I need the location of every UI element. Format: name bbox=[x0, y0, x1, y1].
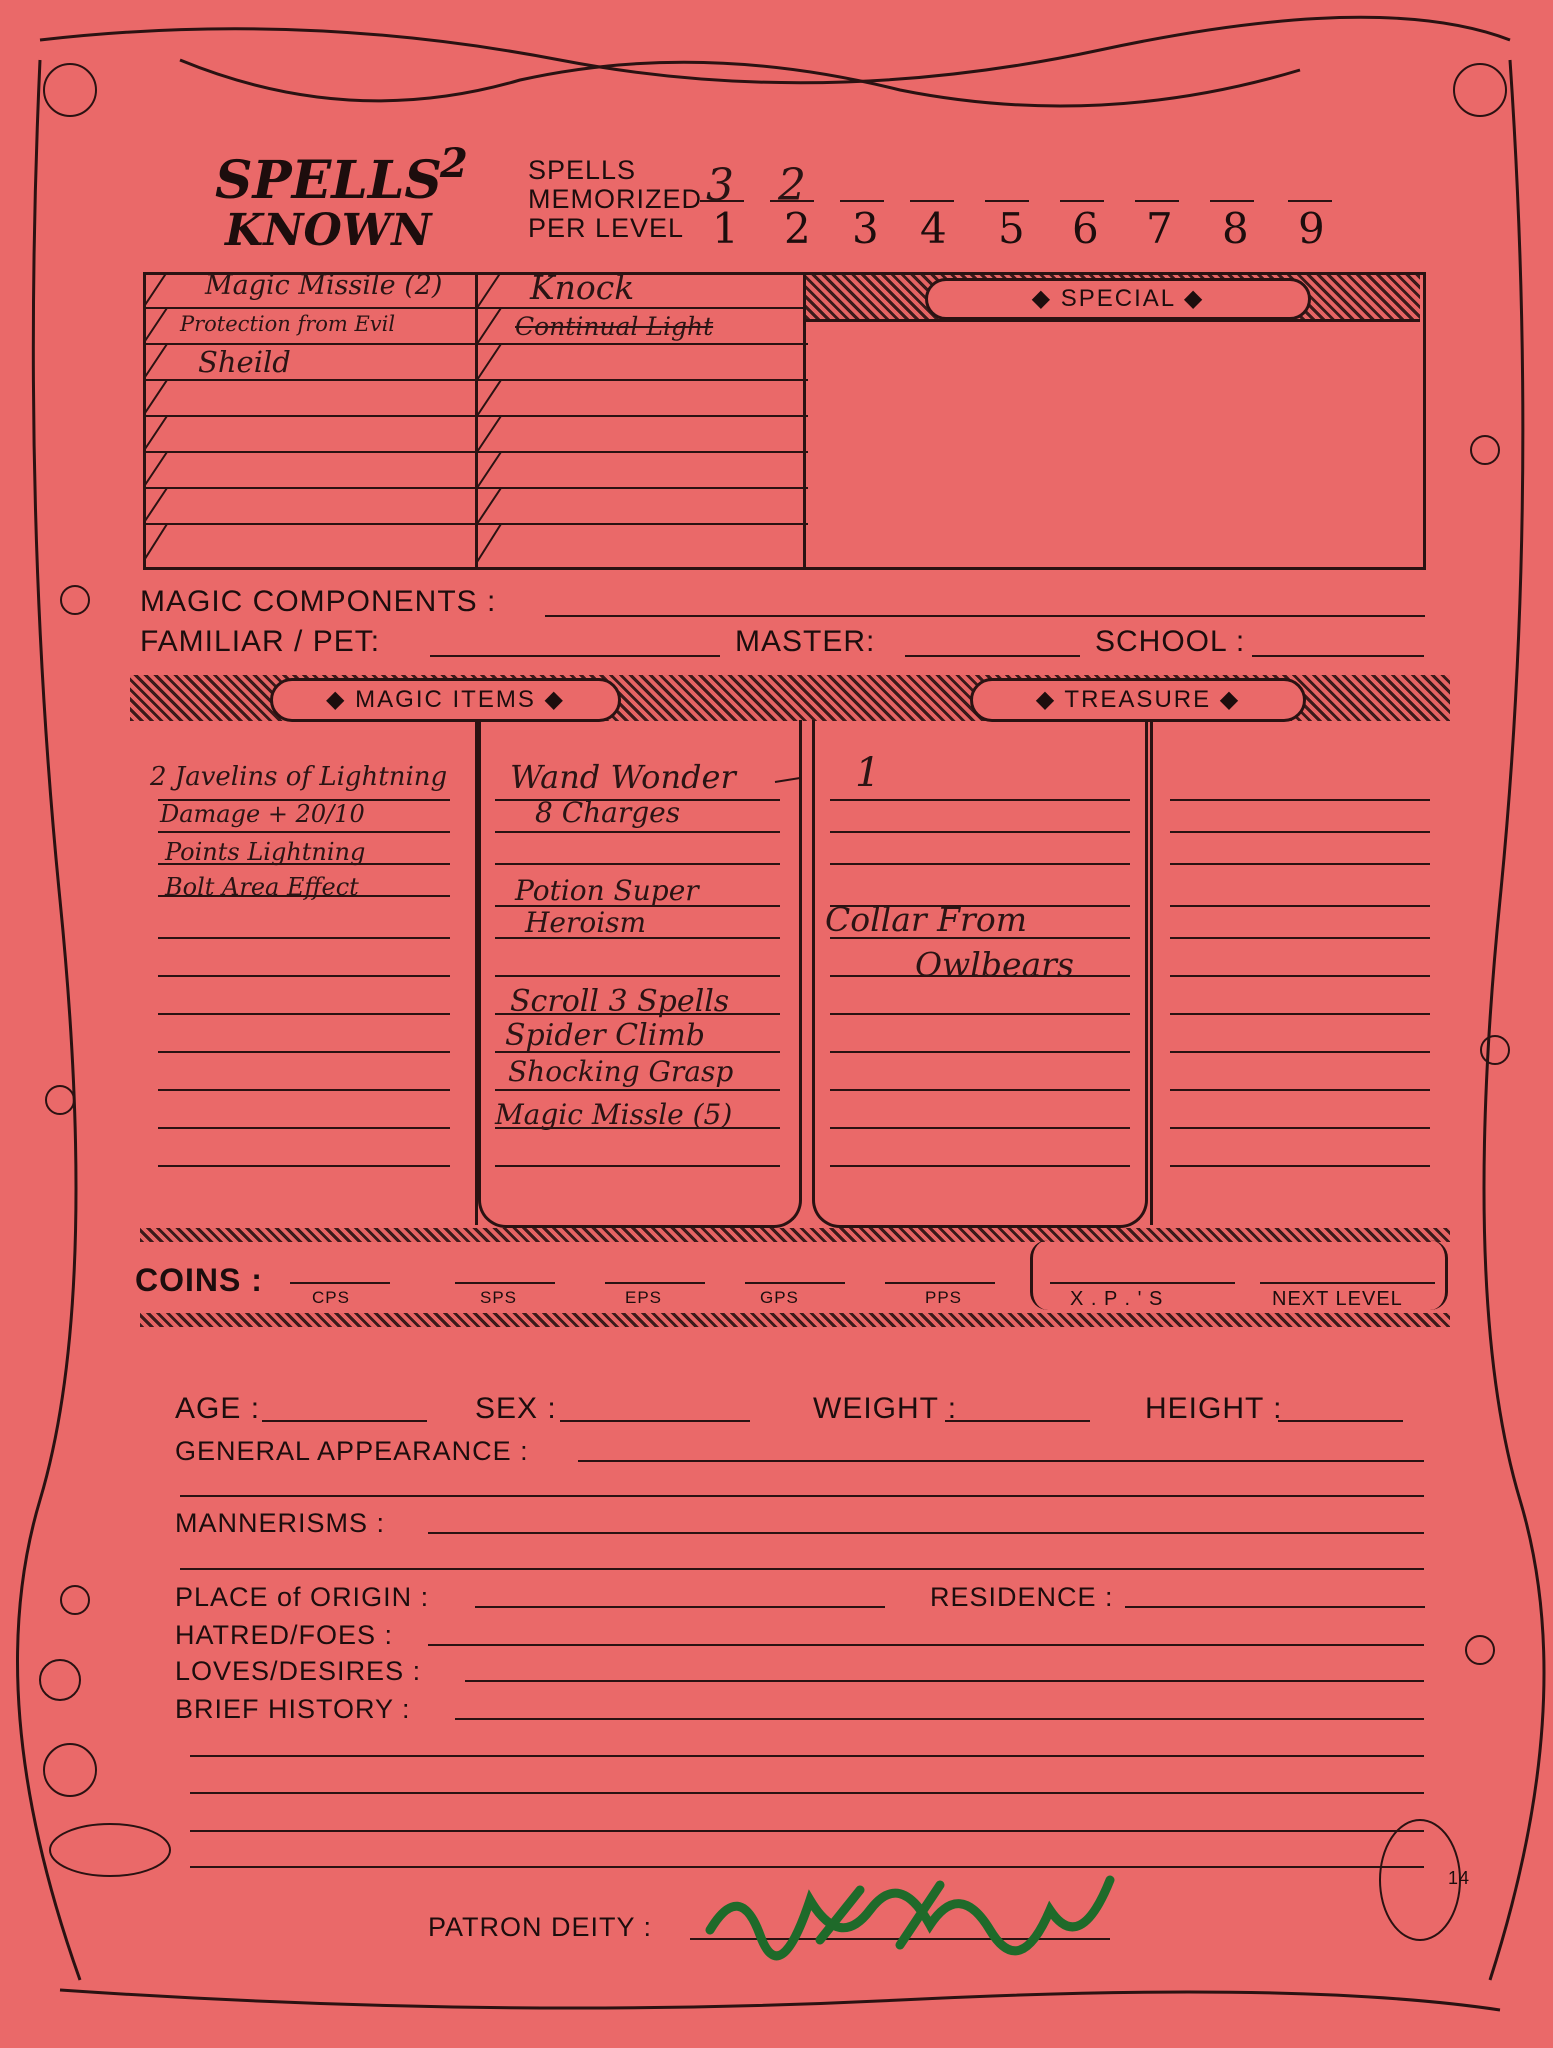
memorized-label-2: MEMORIZED bbox=[528, 184, 702, 214]
coin-eps-label: EPS bbox=[625, 1288, 663, 1307]
level-label-4: 4 bbox=[920, 204, 947, 253]
magic-components-label: MAGIC COMPONENTS : bbox=[140, 585, 497, 618]
origin-label: PLACE of ORIGIN : bbox=[175, 1582, 430, 1612]
level-label-6: 6 bbox=[1072, 204, 1099, 253]
magic-item-col2-1[interactable]: Wand Wonder bbox=[510, 758, 736, 796]
xp-field[interactable] bbox=[1050, 1282, 1235, 1284]
sex-field[interactable] bbox=[560, 1420, 750, 1422]
magic-item-col1-3[interactable]: Points Lightning bbox=[165, 838, 366, 866]
hatred-field[interactable] bbox=[428, 1644, 1424, 1646]
height-label: HEIGHT : bbox=[1145, 1392, 1283, 1425]
title-spells: SPELLS bbox=[215, 150, 442, 211]
level-1-memorized[interactable]: 3 bbox=[706, 160, 734, 211]
item-ruled-lines bbox=[150, 720, 1440, 1220]
spell-col1-row3[interactable]: Sheild bbox=[198, 345, 291, 379]
appearance-label: GENERAL APPEARANCE : bbox=[175, 1436, 529, 1466]
loves-label: LOVES/DESIRES : bbox=[175, 1656, 422, 1686]
sex-label: SEX : bbox=[475, 1392, 557, 1425]
coin-sps-label: SPS bbox=[480, 1288, 518, 1307]
level-label-5: 5 bbox=[998, 204, 1025, 253]
magic-item-col2-7[interactable]: Scroll 3 Spells bbox=[510, 984, 730, 1019]
special-header: ◆ SPECIAL ◆ bbox=[925, 278, 1311, 320]
treasure-col1-1[interactable]: Collar From bbox=[825, 900, 1027, 939]
level-2-memorized[interactable]: 2 bbox=[778, 160, 806, 211]
age-field[interactable] bbox=[262, 1420, 427, 1422]
magic-item-col1-1[interactable]: 2 Javelins of Lightning bbox=[150, 762, 448, 792]
level-label-9: 9 bbox=[1298, 204, 1325, 253]
age-label: AGE : bbox=[175, 1392, 261, 1425]
magic-components-field[interactable] bbox=[545, 615, 1425, 617]
level-label-8: 8 bbox=[1222, 204, 1249, 253]
sps-field[interactable] bbox=[455, 1282, 555, 1284]
residence-field[interactable] bbox=[1125, 1606, 1425, 1608]
weight-label: WEIGHT : bbox=[813, 1392, 958, 1425]
coin-pps-label: PPS bbox=[925, 1288, 963, 1307]
origin-field[interactable] bbox=[475, 1606, 885, 1608]
magic-items-header: ◆ MAGIC ITEMS ◆ bbox=[270, 678, 621, 722]
school-field[interactable] bbox=[1252, 655, 1424, 657]
pps-field[interactable] bbox=[885, 1282, 995, 1284]
page-mark: 2 bbox=[440, 140, 468, 187]
level-label-3: 3 bbox=[852, 204, 879, 253]
eps-field[interactable] bbox=[605, 1282, 705, 1284]
history-field[interactable] bbox=[455, 1718, 1424, 1720]
coin-cps-label: CPS bbox=[312, 1288, 350, 1307]
history-label: BRIEF HISTORY : bbox=[175, 1694, 411, 1724]
loves-field[interactable] bbox=[465, 1680, 1424, 1682]
next-level-label: NEXT LEVEL bbox=[1272, 1288, 1403, 1310]
residence-label: RESIDENCE : bbox=[930, 1582, 1114, 1612]
coins-label: COINS : bbox=[135, 1262, 263, 1298]
magic-item-col1-2[interactable]: Damage + 20/10 bbox=[160, 800, 365, 828]
magic-item-col2-2[interactable]: 8 Charges bbox=[535, 796, 681, 829]
master-label: MASTER: bbox=[735, 625, 876, 658]
familiar-field[interactable] bbox=[430, 655, 720, 657]
memorized-label-1: SPELLS bbox=[528, 155, 637, 185]
height-field[interactable] bbox=[1278, 1420, 1403, 1422]
magic-item-col2-5[interactable]: Heroism bbox=[525, 906, 647, 939]
level-label-2: 2 bbox=[784, 204, 811, 253]
magic-item-col1-4[interactable]: Bolt Area Effect bbox=[165, 873, 359, 901]
mannerisms-field[interactable] bbox=[428, 1532, 1424, 1534]
school-label: SCHOOL : bbox=[1095, 625, 1246, 658]
spell-col2-row2[interactable]: Continual Light bbox=[515, 312, 714, 341]
gps-field[interactable] bbox=[745, 1282, 845, 1284]
magic-item-col2-8[interactable]: Spider Climb bbox=[505, 1018, 705, 1053]
weight-field[interactable] bbox=[945, 1420, 1090, 1422]
patron-deity-signature bbox=[700, 1860, 1130, 1970]
patron-deity-label: PATRON DEITY : bbox=[428, 1912, 653, 1942]
coin-gps-label: GPS bbox=[760, 1288, 799, 1307]
page-number: 14 bbox=[1448, 1868, 1471, 1888]
next-level-field[interactable] bbox=[1260, 1282, 1435, 1284]
magic-item-col2-10[interactable]: Magic Missle (5) bbox=[495, 1098, 733, 1131]
master-field[interactable] bbox=[905, 655, 1080, 657]
cps-field[interactable] bbox=[290, 1282, 390, 1284]
appearance-field[interactable] bbox=[578, 1460, 1424, 1462]
treasure-header: ◆ TREASURE ◆ bbox=[970, 678, 1306, 722]
memorized-label-3: PER LEVEL bbox=[528, 213, 685, 243]
level-label-1: 1 bbox=[712, 204, 739, 253]
spell-col2-row1[interactable]: Knock bbox=[530, 268, 635, 307]
magic-item-col2-9[interactable]: Shocking Grasp bbox=[508, 1055, 734, 1088]
familiar-label: FAMILIAR / PET: bbox=[140, 625, 381, 658]
level-label-7: 7 bbox=[1146, 204, 1173, 253]
spell-col1-row1[interactable]: Magic Missile (2) bbox=[205, 270, 443, 301]
magic-item-col2-4[interactable]: Potion Super bbox=[515, 874, 699, 907]
spell-col1-row2[interactable]: Protection from Evil bbox=[180, 312, 396, 336]
xp-label: X . P . ' S bbox=[1070, 1288, 1164, 1310]
title-known: KNOWN bbox=[225, 205, 432, 256]
treasure-col1-2[interactable]: Owlbears bbox=[915, 945, 1074, 984]
wand-charge-mark[interactable]: 1 bbox=[855, 750, 881, 796]
hatred-label: HATRED/FOES : bbox=[175, 1620, 394, 1650]
mannerisms-label: MANNERISMS : bbox=[175, 1508, 386, 1538]
